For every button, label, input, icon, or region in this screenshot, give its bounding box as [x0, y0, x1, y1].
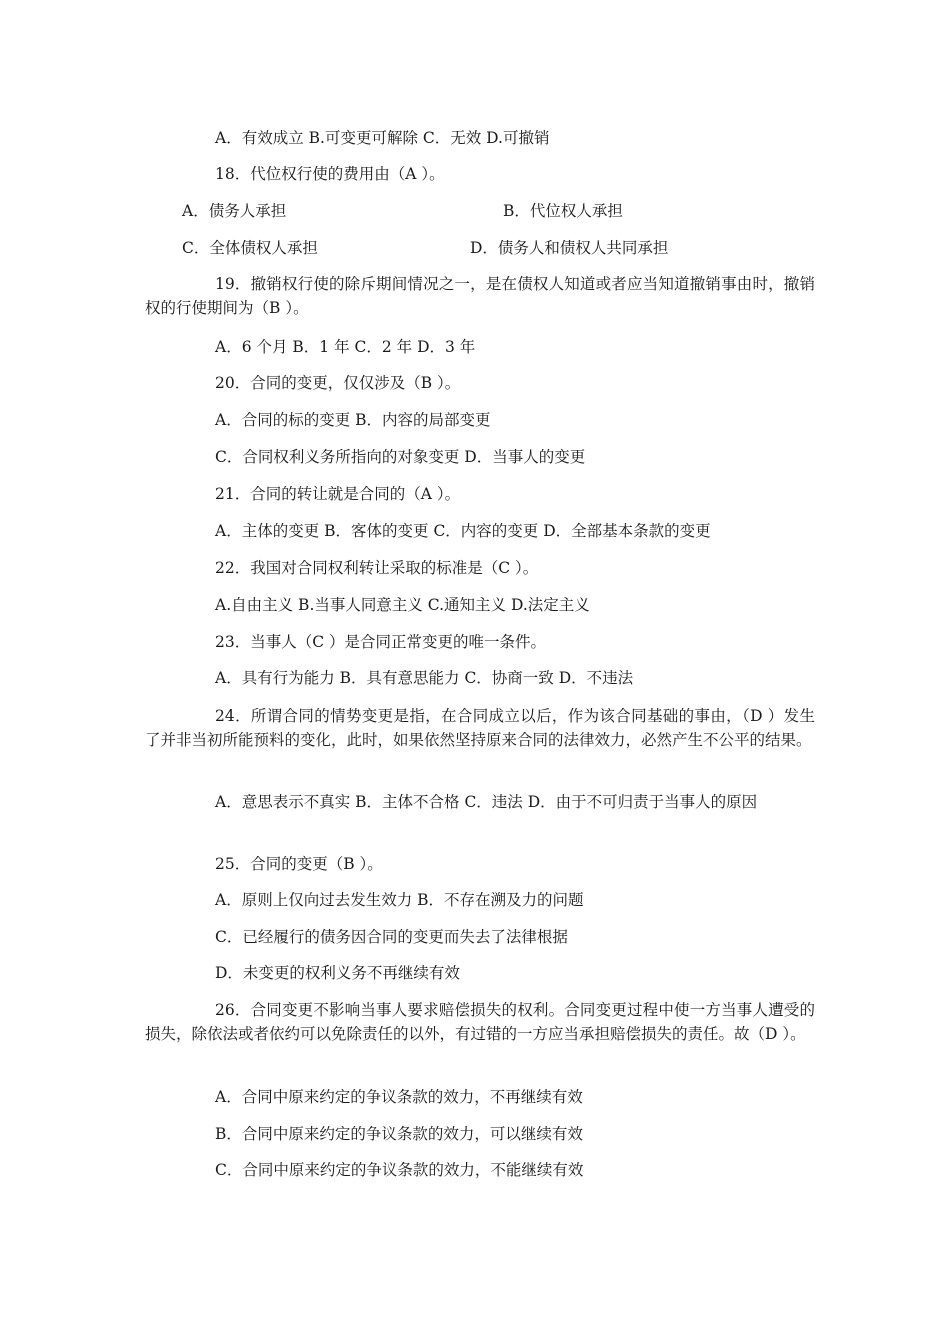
option-line: A．具有行为能力 B．具有意思能力 C．协商一致 D．不违法: [215, 669, 634, 687]
question-21: 21．合同的转让就是合同的（A ）。: [215, 485, 461, 503]
option-line: C．全体债权人承担: [182, 239, 318, 257]
question-18: 18．代位权行使的费用由（A ）。: [215, 165, 445, 183]
option-line: A．债务人承担: [182, 202, 287, 220]
option-line: A．6 个月 B．1 年 C．2 年 D．3 年: [215, 338, 476, 356]
question-23: 23．当事人（C ）是合同正常变更的唯一条件。: [215, 633, 547, 651]
question-19: 19．撤销权行使的除斥期间情况之一，是在债权人知道或者应当知道撤销事由时，撤销权的行使期间为（B ）。: [145, 275, 815, 317]
option-line: A．合同中原来约定的争议条款的效力，不再继续有效: [215, 1088, 583, 1106]
question-22: 22．我国对合同权利转让采取的标准是（C ）。: [215, 559, 539, 577]
question-25: 25．合同的变更（B ）。: [215, 855, 383, 873]
option-line: B．合同中原来约定的争议条款的效力，可以继续有效: [215, 1125, 583, 1143]
option-line: A．主体的变更 B．客体的变更 C．内容的变更 D．全部基本条款的变更: [215, 522, 711, 540]
question-20: 20．合同的变更，仅仅涉及（B ）。: [215, 374, 461, 392]
option-line: D．债务人和债权人共同承担: [470, 239, 669, 257]
option-line: C．已经履行的债务因合同的变更而失去了法律根据: [215, 928, 568, 946]
option-line: B．代位权人承担: [503, 202, 623, 220]
option-line: A．意思表示不真实 B．主体不合格 C．违法 D．由于不可归责于当事人的原因: [215, 793, 758, 811]
option-line: C．合同中原来约定的争议条款的效力，不能继续有效: [215, 1161, 584, 1179]
option-line: C．合同权利义务所指向的对象变更 D．当事人的变更: [215, 448, 586, 466]
option-line: A．有效成立 B.可变更可解除 C．无效 D.可撤销: [215, 129, 550, 147]
option-line: A．原则上仅向过去发生效力 B．不存在溯及力的问题: [215, 891, 584, 909]
option-line: A．合同的标的变更 B．内容的局部变更: [215, 411, 491, 429]
question-24: 24．所谓合同的情势变更是指，在合同成立以后，作为该合同基础的事由，（D ）发生了并非当初所能预料的变化，此时，如果依然坚持原来合同的法律效力，必然产生不公平的结果。: [145, 707, 815, 749]
option-line: D．未变更的权利义务不再继续有效: [215, 964, 460, 982]
option-line: A.自由主义 B.当事人同意主义 C.通知主义 D.法定主义: [215, 596, 590, 614]
question-26: 26．合同变更不影响当事人要求赔偿损失的权利。合同变更过程中使一方当事人遭受的损失，除依法或者依约可以免除责任的以外，有过错的一方应当承担赔偿损失的责任。故（D ）。: [145, 1001, 815, 1043]
